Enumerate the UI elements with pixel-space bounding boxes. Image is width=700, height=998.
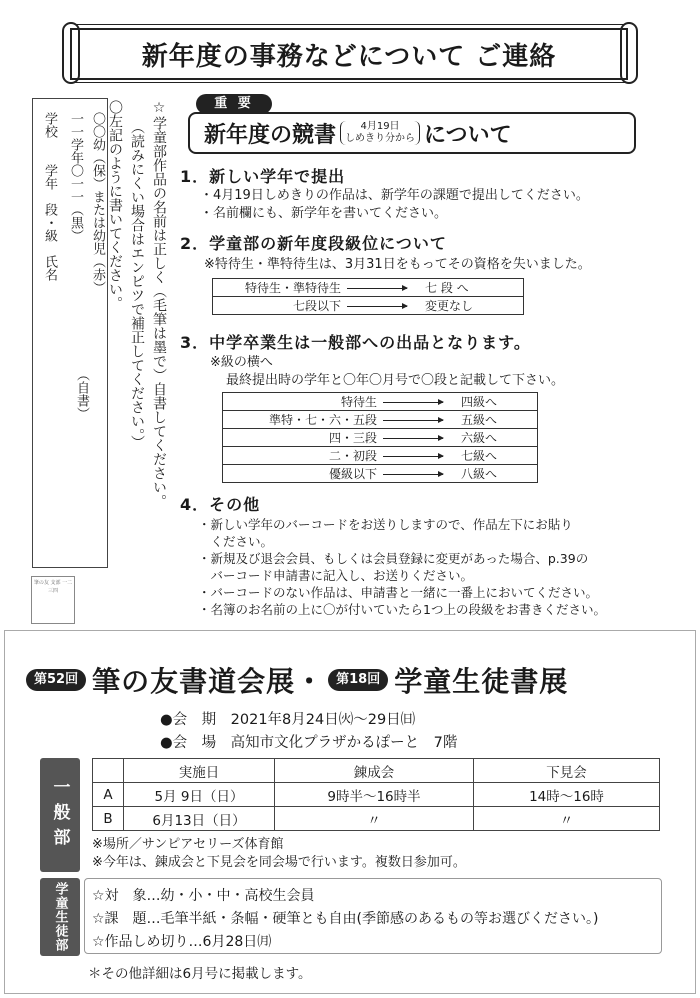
section3-table [222, 392, 538, 483]
table-header: 実施日 [124, 759, 275, 783]
section3-heading: 3．中学卒業生は一般部への出品となります。 [180, 333, 531, 352]
arrow-icon [383, 438, 443, 439]
period-label: ●会 期 [160, 712, 217, 728]
period-value: 2021年8月24日㈫〜29日㈰ [230, 712, 416, 728]
list-item: ・新規及び退会会員、もしくは会員登録に変更があった場合、p.39の [198, 551, 589, 566]
table-cell: 〃 [474, 807, 660, 831]
banner-top-line [70, 24, 628, 25]
page-title: 新年度の事務などについて ご連絡 [70, 28, 628, 80]
list-item: ・名簿のお名前の上に〇が付いていたら1つ上の段級をお書きください。 [198, 602, 606, 617]
student-division-label: 学童生徒部 [40, 878, 80, 956]
table-cell: 五級へ [455, 411, 538, 429]
table-cell: 9時半〜16時半 [275, 783, 474, 807]
template-line-2: 一一学年〇一一（黒） [68, 112, 83, 242]
arrow-icon [383, 474, 443, 475]
table-cell: 八級へ [455, 465, 538, 483]
section1-item-1: ・4月19日しめきりの作品は、新学年の課題で提出してください。 [200, 188, 589, 203]
table-cell: 四級へ [455, 393, 538, 411]
grade-from: 四・三段 [328, 431, 377, 445]
section2-heading: 2．学童部の新年度段級位について [180, 234, 447, 253]
grade-from: 優級以下 [328, 467, 377, 481]
table-cell [223, 393, 456, 411]
template-line-1: 〇〇幼（保）または幼児（赤） [90, 112, 105, 294]
grade-from: 準特・七・六・五段 [268, 413, 377, 427]
table-row [213, 279, 524, 297]
table-cell: B [93, 807, 124, 831]
student-target: ☆対 象…幼・小・中・高校生会員 [92, 888, 315, 904]
important-title-post: について [424, 122, 512, 148]
table-cell: 変更なし [419, 297, 524, 315]
venue-label: ●会 場 [160, 735, 217, 751]
table-cell [223, 447, 456, 465]
table-cell: 〃 [275, 807, 474, 831]
table-cell: 6月13日（日） [124, 807, 275, 831]
section2-note: ※特待生・準特待生は、3月31日をもってその資格を失いました。 [204, 257, 591, 272]
section4-list [198, 516, 668, 618]
section1-item-2: ・名前欄にも、新学年を書いてください。 [200, 206, 448, 221]
table-cell: 七 段 へ [419, 279, 524, 297]
important-title-pre: 新年度の競書 [204, 122, 337, 148]
section3-note-1: ※級の横へ [210, 355, 273, 370]
table-row [223, 465, 538, 483]
table-cell [223, 465, 456, 483]
sub-date: 4月19日 [360, 121, 400, 132]
table-row [93, 783, 660, 807]
table-header: 下見会 [474, 759, 660, 783]
grade-from: 特待生・準特待生 [244, 281, 341, 295]
grade-from: 二・初段 [328, 449, 377, 463]
table-cell [223, 411, 456, 429]
table-row [213, 297, 524, 315]
arrow-icon [383, 402, 443, 403]
general-division-label: 一般部 [40, 758, 80, 872]
exhibition-edition-badge-2: 第18回 [328, 669, 388, 691]
arrow-icon [383, 456, 443, 457]
list-item: ・新しい学年のバーコードをお送りしますので、作品左下にお貼り [198, 517, 573, 532]
footer-note: ＊その他詳細は6月号に掲載します。 [88, 966, 312, 982]
table-row [223, 429, 538, 447]
student-theme: ☆課 題…毛筆半紙・条幅・硬筆とも自由(季節感のあるもの等お選びください。) [92, 911, 599, 927]
arrow-icon [347, 288, 407, 289]
table-cell: 14時〜16時 [474, 783, 660, 807]
exhibition-period [160, 708, 415, 729]
table-row [223, 447, 538, 465]
exhibition-edition-badge-1: 第52回 [26, 669, 86, 691]
general-note-2: ※今年は、錬成会と下見会を同会場で行います。複数日参加可。 [92, 855, 466, 870]
barcode-stub: 筆の友 支部 一二三四 [31, 576, 75, 624]
template-line-3: 学校 学年 段・級 氏名 [42, 112, 57, 281]
important-title-sub [340, 121, 420, 145]
banner-bottom-line [70, 82, 628, 83]
table-row [223, 393, 538, 411]
important-title-box [188, 112, 636, 154]
arrow-icon [383, 420, 443, 421]
important-badge: 重 要 [196, 94, 272, 114]
table-cell: 六級へ [455, 429, 538, 447]
exhibition-title-row [26, 660, 676, 700]
table-cell: 5月 9日（日） [124, 783, 275, 807]
table-row [223, 411, 538, 429]
vertical-note-3: 〇左記のように書いてください。 [107, 100, 123, 310]
section2-table [212, 278, 524, 315]
student-deadline: ☆作品しめ切り…6月28日㈪ [92, 934, 272, 950]
table-cell: 七級へ [455, 447, 538, 465]
list-item: バーコード申請書に記入し、お送りください。 [198, 568, 474, 583]
general-schedule-table [92, 758, 660, 831]
vertical-note-1: ☆学童部作品の名前は正しく（毛筆は墨で）自書してください。 [151, 100, 167, 508]
list-item: ・バーコードのない作品は、申請書と一緒に一番上においてください。 [198, 585, 599, 600]
table-row [93, 807, 660, 831]
general-note-1: ※場所／サンピアセリーズ体育館 [92, 837, 284, 852]
list-item: ください。 [198, 534, 274, 549]
table-cell [213, 297, 420, 315]
table-header [93, 759, 124, 783]
table-cell [223, 429, 456, 447]
table-header: 錬成会 [275, 759, 474, 783]
table-header-row [93, 759, 660, 783]
sub-deadline: しめきり分から [345, 133, 416, 144]
exhibition-title-2: 学童生徒書展 [394, 665, 569, 698]
section3-note-2: 最終提出時の学年と〇年〇月号で〇段と記載して下さい。 [226, 373, 565, 388]
exhibition-venue [160, 731, 457, 752]
section4-heading: 4．その他 [180, 495, 261, 514]
venue-value: 高知市文化プラザかるぽーと 7階 [230, 735, 458, 751]
arrow-icon [347, 306, 407, 307]
template-jisho: （自書） [74, 368, 89, 420]
table-cell: A [93, 783, 124, 807]
exhibition-title-1: 筆の友書道会展・ [92, 665, 325, 698]
grade-from: 特待生 [340, 395, 377, 409]
section1-heading: 1．新しい学年で提出 [180, 167, 346, 186]
grade-from: 七段以下 [292, 299, 341, 313]
table-cell [213, 279, 420, 297]
vertical-note-2: （読みにくい場合はエンピツで補正してください。） [129, 120, 145, 449]
